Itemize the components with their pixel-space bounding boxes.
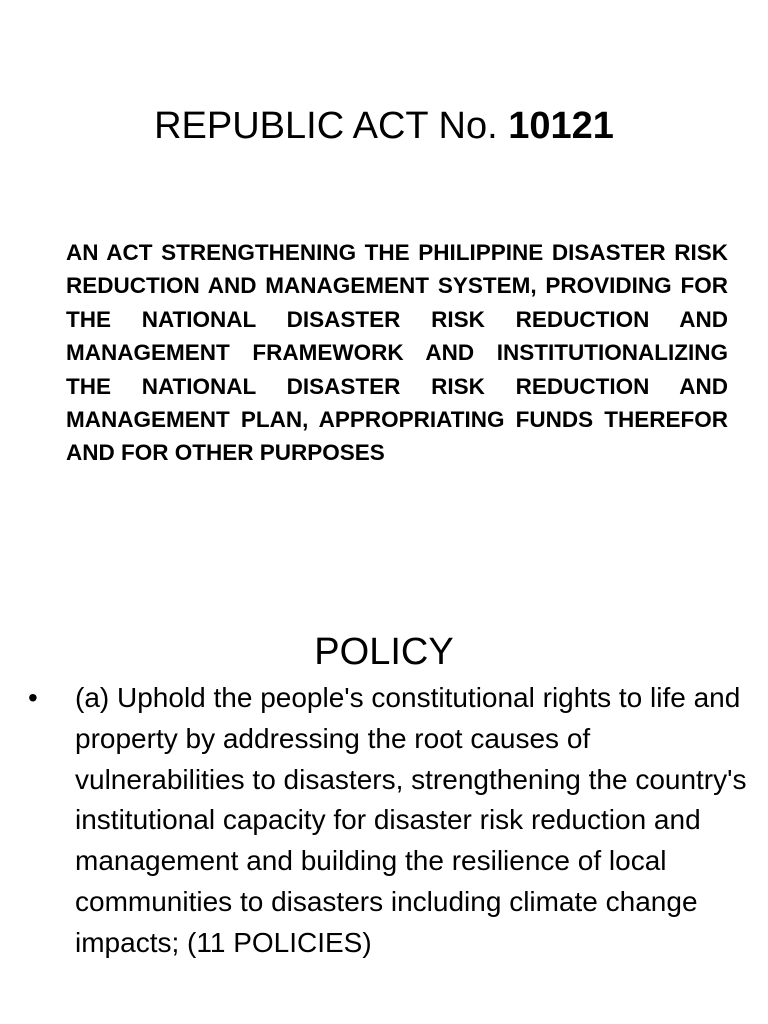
policy-list (28, 678, 748, 964)
slide-policy (0, 610, 768, 1024)
page-title (0, 100, 768, 152)
title-prefix: REPUBLIC ACT No. (154, 105, 509, 147)
act-number: 10121 (508, 105, 614, 147)
act-description: AN ACT STRENGTHENING THE PHILIPPINE DISASTER RISK REDUCTION AND MANAGEMENT SYSTEM, PROVIDING FOR THE NATIONAL DISASTER RISK REDUCTION AND MANAGEMENT FRAMEWORK AND INSTITUTIONALIZING THE NATIONAL DISASTER RISK REDUCTION AND MANAGEMENT PLAN, APPROPRIATING FUNDS THEREFOR AND FOR OTHER PURPOSES (66, 240, 728, 466)
bullet-icon: • (28, 682, 38, 713)
section-title: POLICY (314, 631, 454, 673)
list-item (28, 678, 748, 964)
policy-text: (a) Uphold the people's constitutional rights to life and property by addressing the root causes of vulnerabilities to disasters, strengthening the country's institutional capacity for disaster risk reduction and management and building the resilience of local communities to disasters including climate change impacts; (11 POLICIES) (75, 682, 747, 958)
